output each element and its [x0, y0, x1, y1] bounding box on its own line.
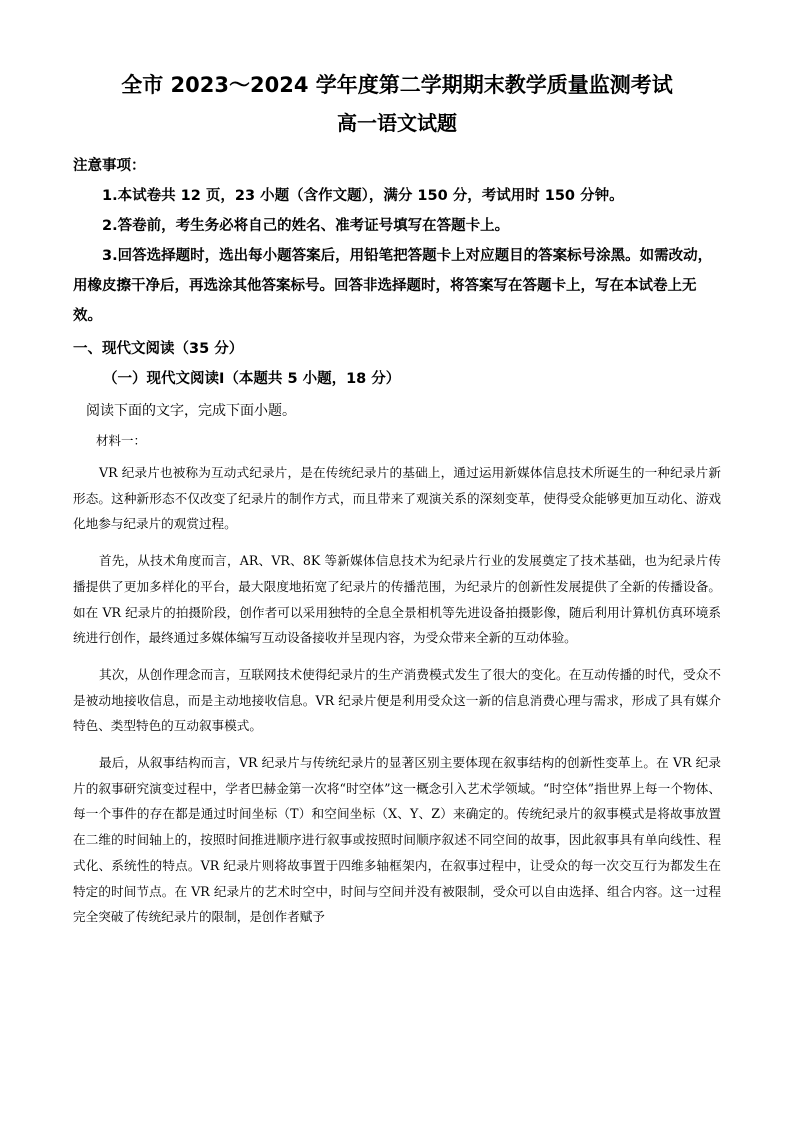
exam-subtitle: 高一语文试题 — [337, 111, 457, 135]
reading-instruction: 阅读下面的文字，完成下面小题。 — [86, 403, 296, 419]
passage-paragraph-4: 最后，从叙事结构而言，VR 纪录片与传统纪录片的显著区别主要体现在叙事结构的创新性变革上。在 VR 纪录片的叙事研究演变过程中，学者巴赫金第一次将“时空体”这一概念引入艺术学领域。“时空体”指世界上每一个物体、每一个事件的存在都是通过时间坐标（T）和空间坐标（X、Y、Z）来确定的。传统纪录片的叙事模式是将故事放置在二维的时间轴上的，按照时间推进顺序进行叙事或按照时间顺序叙述不同空间的故事，因此叙事具有单向线性、程式化、系统性的特点。VR 纪录片则将故事置于四维多轴框架内，在叙事过程中，让受众的每一次交互行为都发生在特定的时间节点。在 VR 纪录片的艺术时空中，时间与空间并没有被限制，受众可以自由选择、组合内容。这一过程完全突破了传统纪录片的限制，是创作者赋予 — [73, 755, 721, 925]
passage-paragraph-3: 其次，从创作理念而言，互联网技术使得纪录片的生产消费模式发生了很大的变化。在互动传播的时代，受众不是被动地接收信息，而是主动地接收信息。VR 纪录片便是利用受众这一新的信息消费心理与需求，形成了具有媒介特色、类型特色的互动叙事模式。 — [73, 666, 721, 734]
section-title: 一、现代文阅读（35 分） — [73, 341, 244, 357]
exam-title: 全市 2023～2024 学年度第二学期期末教学质量监测考试 — [121, 73, 673, 97]
notice-section — [73, 151, 721, 331]
material-label: 材料一： — [96, 433, 147, 448]
notice-item-1: 1.本试卷共 12 页，23 小题（含作文题），满分 150 分，考试用时 150 分钟。 — [102, 188, 624, 204]
notice-item-2: 2.答卷前，考生务必将自己的姓名、准考证号填写在答题卡上。 — [102, 218, 510, 234]
passage-body — [73, 460, 721, 941]
section-subtitle: （一）现代文阅读Ⅰ（本题共 5 小题，18 分） — [103, 371, 401, 387]
notice-item-3: 3.回答选择题时，选出每小题答案后，用铅笔把答题卡上对应题目的答案标号涂黑。如需改动，用橡皮擦干净后，再选涂其他答案标号。回答非选择题时，将答案写在答题卡上，写在本试卷上无效。 — [73, 248, 713, 324]
passage-paragraph-1: VR 纪录片也被称为互动式纪录片，是在传统纪录片的基础上，通过运用新媒体信息技术所诞生的一种纪录片新形态。这种新形态不仅改变了纪录片的制作方式，而且带来了观演关系的深刻变革，使得受众能够更加互动化、游戏化地参与纪录片的观赏过程。 — [73, 465, 721, 532]
notice-heading: 注意事项： — [73, 158, 146, 174]
passage-paragraph-2: 首先，从技术角度而言，AR、VR、8K 等新媒体信息技术为纪录片行业的发展奠定了技术基础，也为纪录片传播提供了更加多样化的平台，最大限度地拓宽了纪录片的传播范围，为纪录片的创新性发展提供了全新的传播设备。如在 VR 纪录片的拍摄阶段，创作者可以采用独特的全息全景相机等先进设备拍摄影像，随后利用计算机仿真环境系统进行创作，最终通过多媒体编写互动设备接收并呈现内容，为受众带来全新的互动体验。 — [73, 553, 721, 646]
